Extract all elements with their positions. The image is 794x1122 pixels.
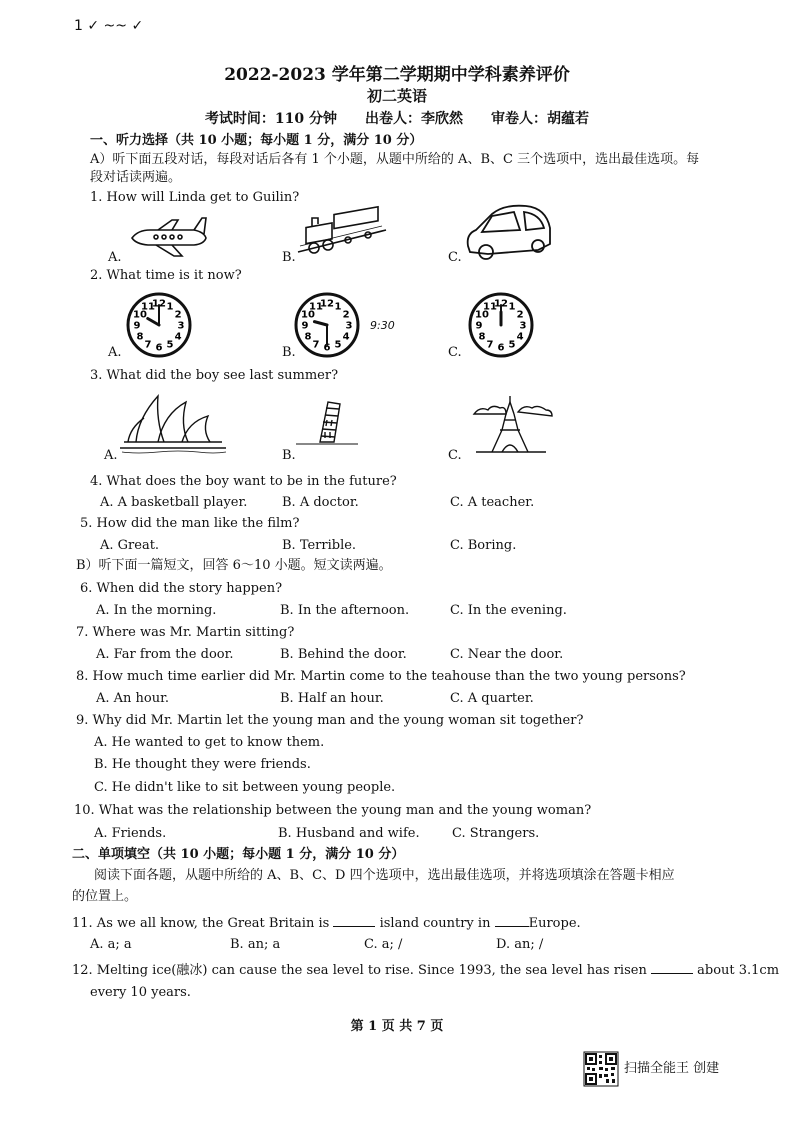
q4-option-c: C. A teacher.: [450, 495, 535, 510]
clock-numeral: 1: [166, 301, 174, 313]
clock-numeral: 2: [174, 309, 182, 321]
clock-numeral: 10: [132, 309, 147, 321]
clock-numeral: 9: [475, 320, 483, 332]
clock-numeral: 9: [133, 320, 141, 332]
clock-numeral: 4: [174, 331, 182, 343]
car-icon: [462, 200, 554, 264]
scanner-watermark: 扫描全能王 创建: [624, 1061, 720, 1076]
question-5: 5. How did the man like the film?: [80, 516, 300, 531]
q11-option-d: D. an; /: [496, 937, 544, 952]
airplane-icon: [128, 212, 210, 260]
q11-blank-1[interactable]: [333, 914, 375, 927]
clock-numeral: 2: [516, 309, 524, 321]
q5-option-b: B. Terrible.: [282, 538, 357, 553]
clock-icon: [466, 290, 536, 360]
clock-numeral: 4: [342, 331, 350, 343]
question-8: 8. How much time earlier did Mr. Martin come to the teahouse than the two young persons?: [76, 669, 686, 684]
clock-numeral: 11: [309, 301, 323, 313]
clock-numeral: 10: [474, 309, 489, 321]
q11-option-c: C. a; /: [364, 937, 403, 952]
q5-option-a: A. Great.: [100, 538, 160, 553]
clock-numeral: 3: [177, 320, 185, 332]
question-7: 7. Where was Mr. Martin sitting?: [76, 625, 295, 640]
q12-line-2: every 10 years.: [90, 985, 191, 1000]
scan-mark: 1 ✓ ~~ ✓: [74, 18, 144, 34]
q11-option-b: B. an; a: [230, 937, 281, 952]
q3-label-b: B.: [282, 448, 296, 463]
clock-numeral: 11: [483, 301, 497, 313]
clock-numeral: 3: [345, 320, 353, 332]
section2-instr-1: 阅读下面各题，从题中所给的 A、B、C、D 四个选项中，选出最佳选项，并将选项填涂在答题卡相应: [94, 868, 675, 883]
q1-label-b: B.: [282, 250, 296, 265]
question-4: 4. What does the boy want to be in the future?: [90, 474, 397, 489]
clock-numeral: 12: [320, 298, 334, 310]
q4-option-b: B. A doctor.: [282, 495, 359, 510]
clock-numeral: 7: [144, 339, 152, 351]
q10-option-c: C. Strangers.: [452, 826, 540, 841]
question-11: 11. As we all know, the Great Britain is island country in Europe.: [72, 916, 581, 931]
clock-numeral: 5: [166, 339, 174, 351]
q8-option-a: A. An hour.: [96, 691, 170, 706]
q7-option-b: B. Behind the door.: [280, 647, 407, 662]
train-icon: [292, 212, 392, 260]
q12-blank[interactable]: [651, 961, 693, 974]
exam-meta: 考试时间：110 分钟 出卷人：李欣然 审卷人：胡蕴若: [204, 111, 590, 127]
clock-numeral: 7: [312, 339, 320, 351]
q2-label-b: B.: [282, 345, 296, 360]
q1-label-a: A.: [108, 250, 122, 265]
q11-option-a: A. a; a: [90, 937, 132, 952]
eiffel-tower-icon: [466, 394, 556, 460]
clock-hour-hand: [314, 322, 327, 325]
q11-blank-2[interactable]: [495, 914, 529, 927]
q5-option-c: C. Boring.: [450, 538, 517, 553]
leaning-tower-icon: [292, 396, 362, 462]
q2-label-c: C.: [448, 345, 462, 360]
clock-numeral: 8: [478, 331, 486, 343]
clock-numeral: 1: [508, 301, 516, 313]
partA-instr-1: A）听下面五段对话，每段对话后各有 1 个小题，从题中所给的 A、B、C 三个选项中，选出最佳选项。每: [90, 152, 700, 167]
q6-option-c: C. In the evening.: [450, 603, 567, 618]
q1-label-c: C.: [448, 250, 462, 265]
question-10: 10. What was the relationship between the young man and the young woman?: [74, 803, 592, 818]
clock-numeral: 12: [152, 298, 166, 310]
clock-numeral: 5: [508, 339, 516, 351]
question-9: 9. Why did Mr. Martin let the young man and the young woman sit together?: [76, 713, 584, 728]
question-1: 1. How will Linda get to Guilin?: [90, 190, 300, 205]
clock-numeral: 1: [334, 301, 342, 313]
q2-label-a: A.: [108, 345, 122, 360]
partA-instr-2: 段对话读两遍。: [90, 170, 182, 185]
clock-numeral: 6: [323, 342, 331, 354]
exam-subtitle: 初二英语: [366, 87, 427, 105]
clock-numeral: 9: [301, 320, 309, 332]
q10-option-a: A. Friends.: [94, 826, 167, 841]
q3-label-a: A.: [104, 448, 118, 463]
clock-numeral: 11: [141, 301, 155, 313]
q7-option-a: A. Far from the door.: [96, 647, 234, 662]
clock-numeral: 3: [519, 320, 527, 332]
question-3: 3. What did the boy see last summer?: [90, 368, 339, 383]
q6-option-b: B. In the afternoon.: [280, 603, 410, 618]
clock-numeral: 8: [304, 331, 312, 343]
q8-option-b: B. Half an hour.: [280, 691, 384, 706]
exam-title: 2022-2023 学年第二学期期中学科素养评价: [224, 65, 570, 85]
q9-option-a: A. He wanted to get to know them.: [94, 735, 325, 750]
clock-numeral: 5: [334, 339, 342, 351]
clock-numeral: 12: [494, 298, 508, 310]
section2-heading: 二、单项填空（共 10 小题；每小题 1 分，满分 10 分）: [72, 847, 405, 862]
question-6: 6. When did the story happen?: [80, 581, 283, 596]
page-number: 第 1 页 共 7 页: [350, 1019, 444, 1034]
clock-numeral: 6: [155, 342, 163, 354]
qr-code-icon: [584, 1052, 618, 1086]
clock-icon: [292, 290, 362, 360]
section1-heading: 一、听力选择（共 10 小题；每小题 1 分，满分 10 分）: [90, 133, 423, 148]
question-2: 2. What time is it now?: [90, 268, 242, 283]
clock-numeral: 6: [497, 342, 505, 354]
partB-instr: B）听下面一篇短文，回答 6～10 小题。短文读两遍。: [76, 558, 392, 573]
clock-icon: [124, 290, 194, 360]
clock-hour-hand: [148, 319, 159, 326]
q9-option-b: B. He thought they were friends.: [94, 757, 311, 772]
section2-instr-2: 的位置上。: [72, 889, 138, 904]
clock-numeral: 8: [136, 331, 144, 343]
q3-label-c: C.: [448, 448, 462, 463]
q7-option-c: C. Near the door.: [450, 647, 564, 662]
handwritten-note: 9:30: [370, 319, 395, 332]
q4-option-a: A. A basketball player.: [100, 495, 248, 510]
q8-option-c: C. A quarter.: [450, 691, 534, 706]
question-12: 12. Melting ice(融冰) can cause the sea level to rise. Since 1993, the sea level has risen about 3.1cm: [72, 963, 780, 978]
q10-option-b: B. Husband and wife.: [278, 826, 420, 841]
q6-option-a: A. In the morning.: [96, 603, 217, 618]
clock-numeral: 4: [516, 331, 524, 343]
q9-option-c: C. He didn't like to sit between young people.: [94, 780, 396, 795]
opera-house-icon: [118, 390, 228, 460]
clock-numeral: 2: [342, 309, 350, 321]
clock-numeral: 10: [300, 309, 315, 321]
clock-numeral: 7: [486, 339, 494, 351]
